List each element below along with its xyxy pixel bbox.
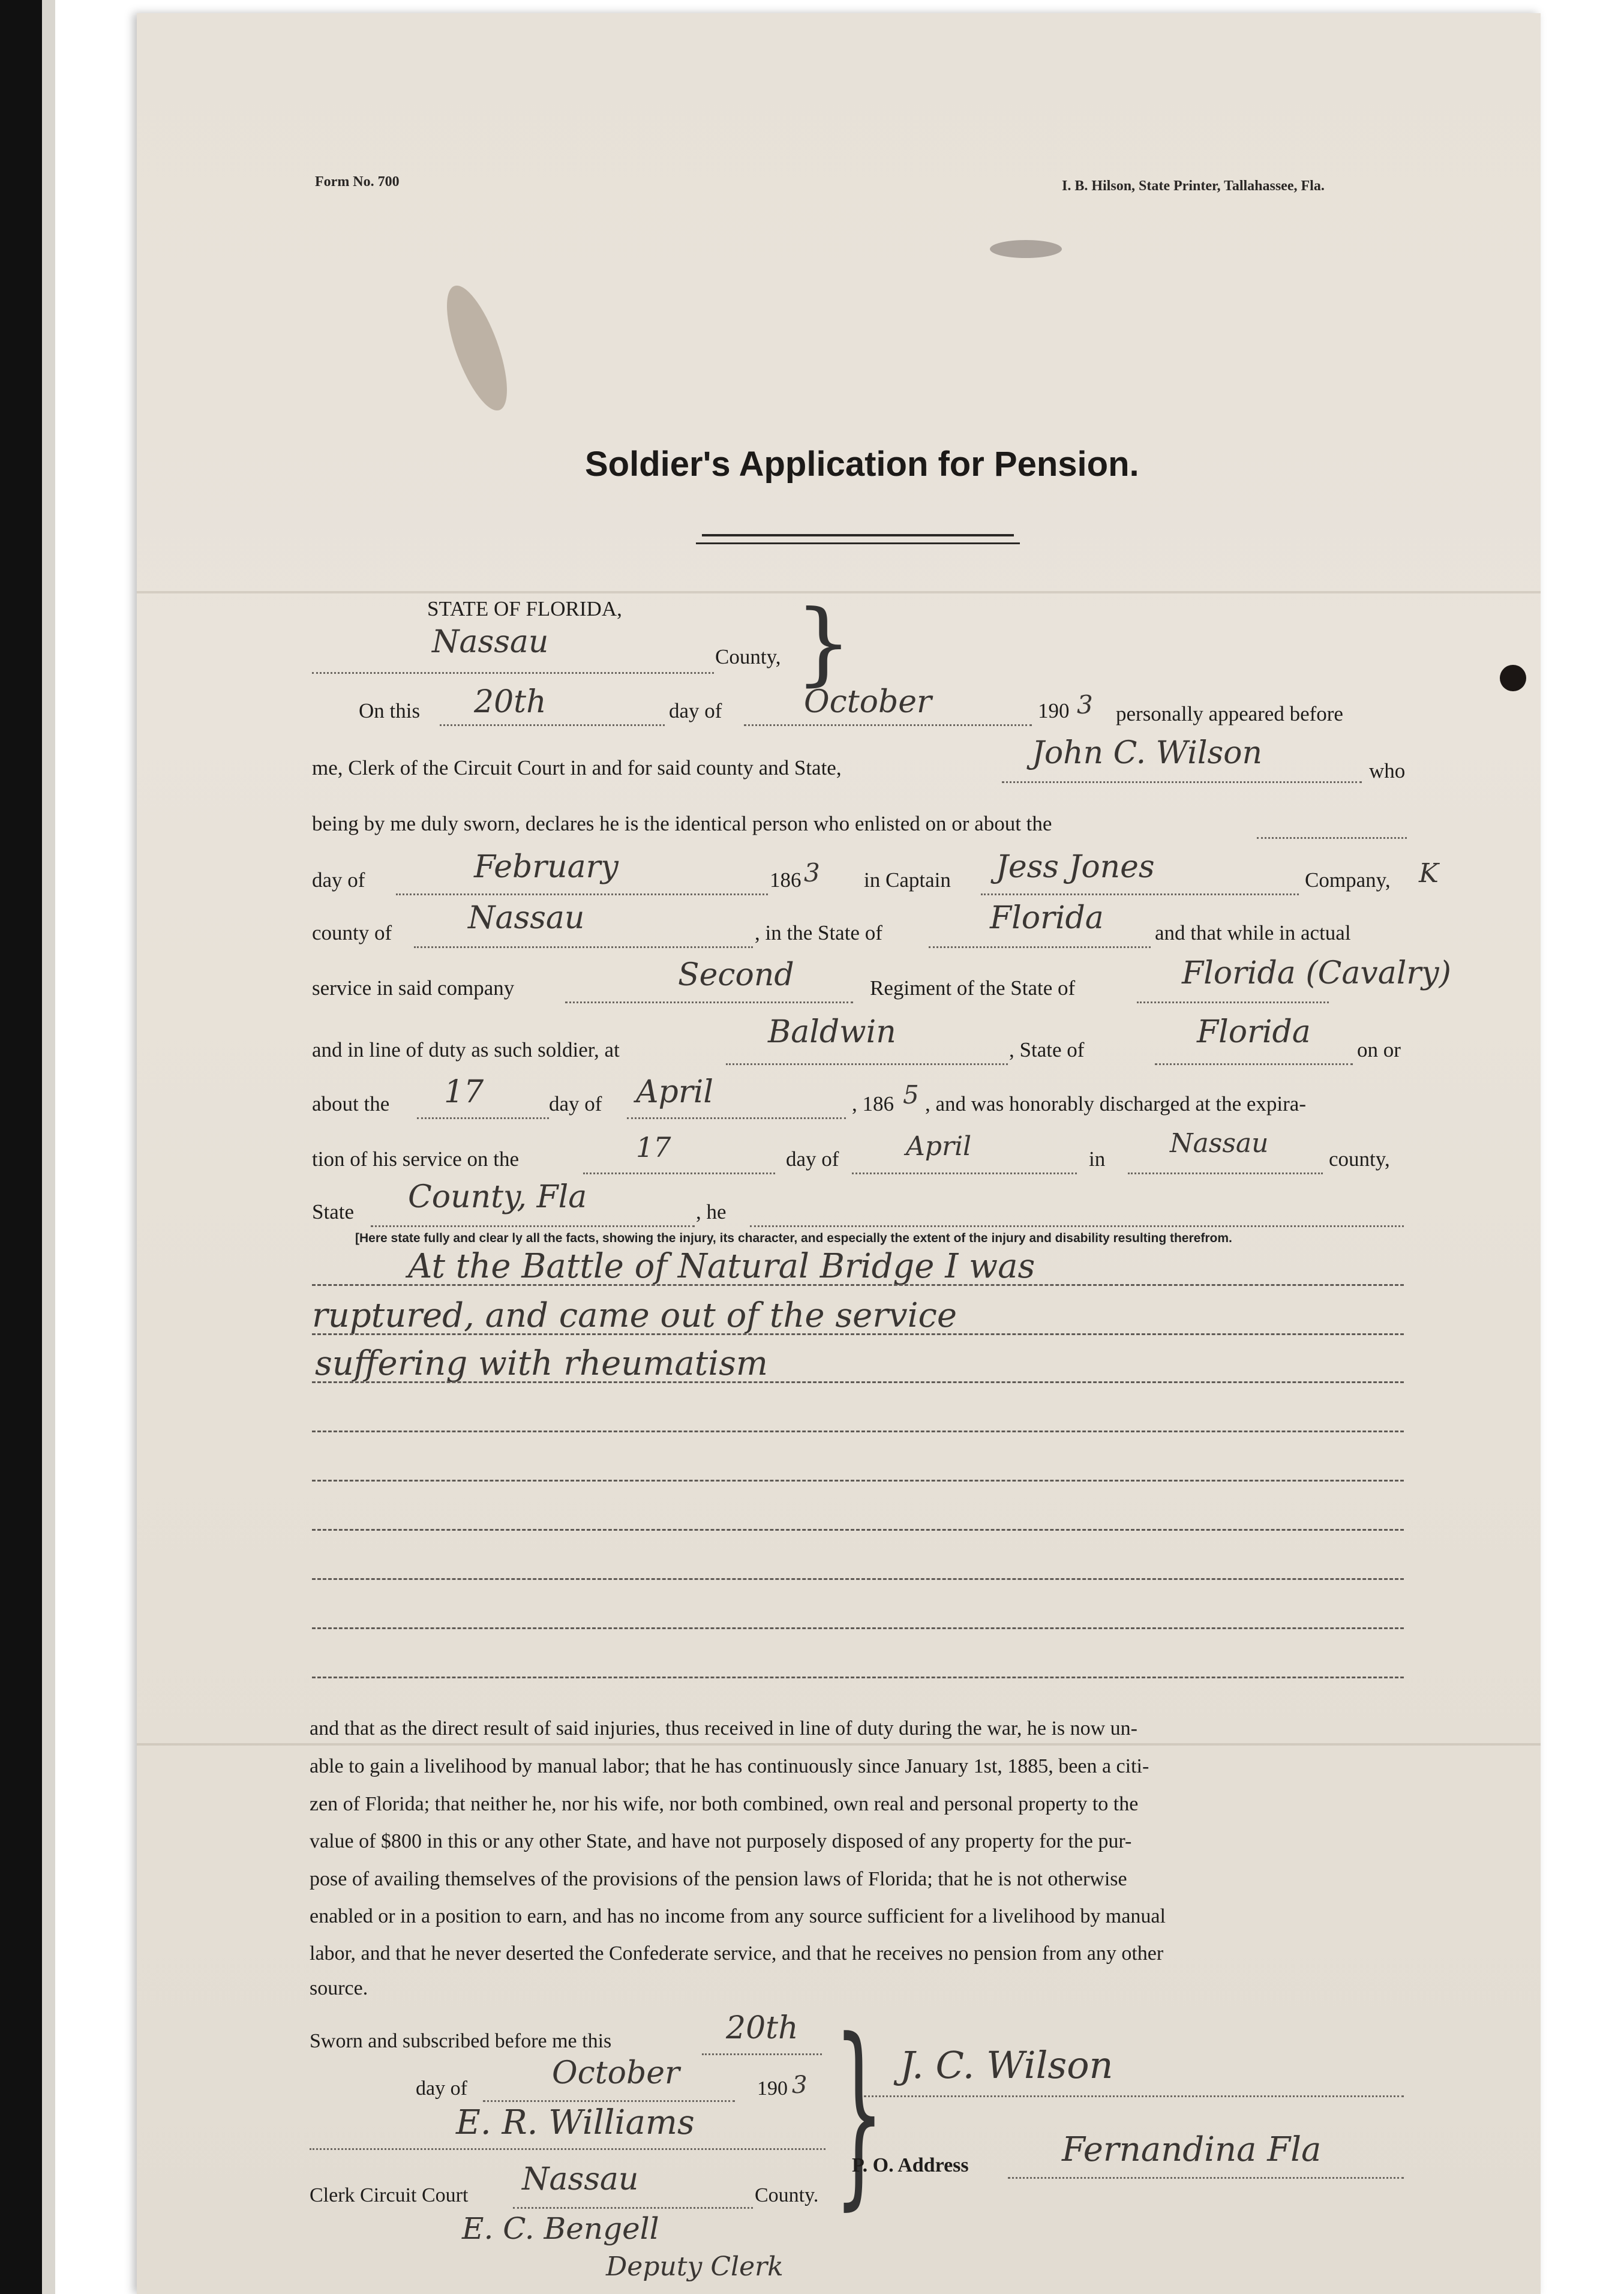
- po-address-handwritten: Fernandina Fla: [1062, 2130, 1322, 2169]
- statement-line-3: suffering with rheumatism: [315, 1344, 769, 1383]
- enlist-day-blank: [1257, 837, 1407, 839]
- instruction-note: [Here state fully and clear ly all the facts, showing the injury, its character, and especially the extent of the injury and disability resulting therefrom.: [355, 1231, 1232, 1245]
- text-state-of: , State of: [1009, 1038, 1085, 1061]
- printer-credit: I. B. Hilson, State Printer, Tallahassee, Fla.: [1062, 178, 1325, 194]
- clerk-signature-line: [310, 2148, 825, 2150]
- text-state-of: , in the State of: [755, 921, 882, 944]
- discharge-month-handwritten: April: [906, 1131, 972, 1162]
- scan-border: [0, 0, 42, 2294]
- clerk-county-label: County.: [755, 2184, 819, 2206]
- place-blank: [726, 1063, 1008, 1065]
- deputy-title: Deputy Clerk: [606, 2251, 784, 2282]
- text-on-this: On this: [359, 699, 421, 722]
- sworn-day-blank: [702, 2053, 822, 2055]
- injury-month-handwritten: April: [636, 1074, 713, 1110]
- text-personally-appeared: personally appeared before: [1116, 702, 1343, 725]
- day-handwritten: 20th: [474, 684, 547, 720]
- text-in: in: [1089, 1147, 1106, 1171]
- venue-brace: }: [795, 591, 852, 695]
- jurat-year-handwritten: 3: [792, 2071, 808, 2099]
- text-he: , he: [696, 1200, 727, 1224]
- jurat-month-handwritten: October: [552, 2055, 680, 2091]
- text-186: , 186: [852, 1092, 894, 1115]
- month-handwritten: October: [804, 684, 932, 720]
- text-company: Company,: [1305, 868, 1391, 892]
- paragraph-line: value of $800 in this or any other State, and have not purposely disposed of any property for the pur-: [310, 1830, 1132, 1852]
- text-captain: in Captain: [864, 868, 951, 892]
- text-service: service in said company: [312, 976, 515, 1000]
- jurat-month-blank: [483, 2100, 735, 2102]
- company-handwritten: K: [1419, 858, 1439, 889]
- paragraph-line: enabled or in a position to earn, and has no income from any source sufficient for a livelihood by manual: [310, 1905, 1166, 1927]
- discharge-state-handwritten: County, Fla: [408, 1179, 587, 1215]
- state-heading: STATE OF FLORIDA,: [427, 597, 622, 620]
- statement-line-2: ruptured, and came out of the service: [312, 1296, 957, 1335]
- text-actual: and that while in actual: [1155, 921, 1351, 944]
- statement-start-blank: [750, 1225, 1404, 1227]
- statement-rule: [312, 1529, 1404, 1531]
- discharge-county-blank: [1128, 1173, 1323, 1174]
- statement-rule: [312, 1578, 1404, 1580]
- clerk-county-handwritten: Nassau: [522, 2161, 639, 2197]
- text-year-prefix: 190: [1038, 699, 1070, 722]
- text-about-the: about the: [312, 1092, 390, 1115]
- paragraph-line: source.: [310, 1977, 368, 1999]
- text-discharged: , and was honorably discharged at the expira-: [925, 1092, 1306, 1115]
- paragraph-line: zen of Florida; that neither he, nor his wife, nor both combined, own real and personal property to the: [310, 1793, 1139, 1815]
- text-day-of: day of: [549, 1092, 602, 1115]
- applicant-signature: J. C. Wilson: [900, 2043, 1113, 2087]
- punch-hole: [1500, 665, 1526, 691]
- paragraph-line: able to gain a livelihood by manual labor; that he has continuously since January 1st, 1885, been a citi-: [310, 1755, 1149, 1777]
- text-regiment: Regiment of the State of: [870, 976, 1076, 1000]
- discharge-month-blank: [852, 1173, 1077, 1174]
- page-title: Soldier's Application for Pension.: [585, 445, 1139, 484]
- enlist-state-handwritten: Florida: [990, 900, 1104, 936]
- county-handwritten: Nassau: [432, 624, 549, 660]
- applicant-signature-line: [864, 2095, 1404, 2097]
- place-state-handwritten: Florida: [1197, 1014, 1311, 1050]
- discharge-county-handwritten: Nassau: [1170, 1128, 1269, 1159]
- enlist-month-handwritten: February: [474, 849, 619, 885]
- year-handwritten: 3: [1077, 690, 1093, 719]
- statement-rule: [312, 1627, 1404, 1629]
- statement-line-1: At the Battle of Natural Bridge I was: [408, 1247, 1035, 1286]
- regiment-handwritten: Second: [678, 957, 794, 993]
- fold-line: [137, 1743, 1541, 1746]
- text-state: State: [312, 1200, 354, 1224]
- text-sworn: being by me duly sworn, declares he is the identical person who enlisted on or about the: [312, 812, 1052, 835]
- ink-smudge: [990, 240, 1062, 258]
- injury-day-handwritten: 17: [444, 1074, 484, 1110]
- text-on-or: on or: [1357, 1038, 1401, 1061]
- statement-rule: [312, 1284, 1404, 1286]
- place-state-blank: [1155, 1063, 1353, 1065]
- paragraph-line: and that as the direct result of said injuries, thus received in line of duty during the war, he is now un-: [310, 1717, 1138, 1740]
- jurat-year-prefix: 190: [757, 2077, 788, 2100]
- enlist-county-blank: [414, 946, 753, 948]
- jurat-brace: }: [834, 1997, 884, 2227]
- text-day-of: day of: [786, 1147, 839, 1171]
- statement-rule: [312, 1333, 1404, 1335]
- sworn-day-handwritten: 20th: [726, 2010, 799, 2046]
- regiment-blank: [565, 1001, 853, 1003]
- title-rule: [696, 542, 1020, 544]
- enlist-month-blank: [396, 893, 768, 895]
- statement-rule: [312, 1480, 1404, 1482]
- po-address-label: P. O. Address: [852, 2154, 969, 2176]
- title-rule: [702, 534, 1014, 536]
- name-blank: [1002, 781, 1362, 783]
- paragraph-line: labor, and that he never deserted the Confederate service, and that he receives no pension from any other: [310, 1942, 1164, 1965]
- statement-rule: [312, 1431, 1404, 1432]
- paragraph-line: pose of availing themselves of the provisions of the pension laws of Florida; that he is not otherwise: [310, 1868, 1127, 1890]
- text-county: county,: [1329, 1147, 1390, 1171]
- place-handwritten: Baldwin: [768, 1014, 896, 1050]
- enlist-state-blank: [929, 946, 1151, 948]
- deputy-signature: E. C. Bengell: [462, 2211, 659, 2246]
- regiment-state-handwritten: Florida (Cavalry): [1182, 955, 1451, 991]
- injury-day-blank: [417, 1117, 549, 1119]
- form-number: Form No. 700: [315, 174, 400, 190]
- county-label: County,: [715, 645, 781, 668]
- statement-rule: [312, 1381, 1404, 1383]
- clerk-county-blank: [513, 2207, 753, 2209]
- captain-handwritten: Jess Jones: [996, 849, 1155, 885]
- text-expiration: tion of his service on the: [312, 1147, 520, 1171]
- applicant-name-handwritten: John C. Wilson: [1032, 735, 1262, 771]
- text-county-of: county of: [312, 921, 392, 944]
- regiment-state-blank: [1137, 1001, 1329, 1003]
- text-day-of: day of: [669, 699, 722, 722]
- enlist-county-handwritten: Nassau: [468, 900, 585, 936]
- sworn-text: Sworn and subscribed before me this: [310, 2030, 612, 2052]
- discharge-day-handwritten: 17: [636, 1131, 671, 1164]
- statement-rule: [312, 1677, 1404, 1678]
- text-line-of-duty: and in line of duty as such soldier, at: [312, 1038, 620, 1061]
- jurat-day-of: day of: [416, 2077, 467, 2100]
- clerk-signature: E. R. Williams: [456, 2103, 695, 2142]
- text-who: who: [1369, 759, 1406, 782]
- text-day-of: day of: [312, 868, 365, 892]
- injury-year-handwritten: 5: [903, 1080, 919, 1109]
- clerk-label: Clerk Circuit Court: [310, 2184, 469, 2206]
- enlist-year-handwritten: 3: [804, 858, 820, 887]
- county-blank: [312, 672, 714, 674]
- text-clerk: me, Clerk of the Circuit Court in and for said county and State,: [312, 756, 842, 779]
- text-186: 186: [770, 868, 802, 892]
- injury-month-blank: [627, 1117, 846, 1119]
- month-blank: [744, 724, 1032, 726]
- captain-blank: [981, 893, 1299, 895]
- day-blank: [440, 724, 665, 726]
- discharge-state-blank: [371, 1225, 695, 1227]
- po-address-blank: [1008, 2177, 1404, 2179]
- scan-border-edge: [42, 0, 55, 2294]
- discharge-day-blank: [583, 1173, 775, 1174]
